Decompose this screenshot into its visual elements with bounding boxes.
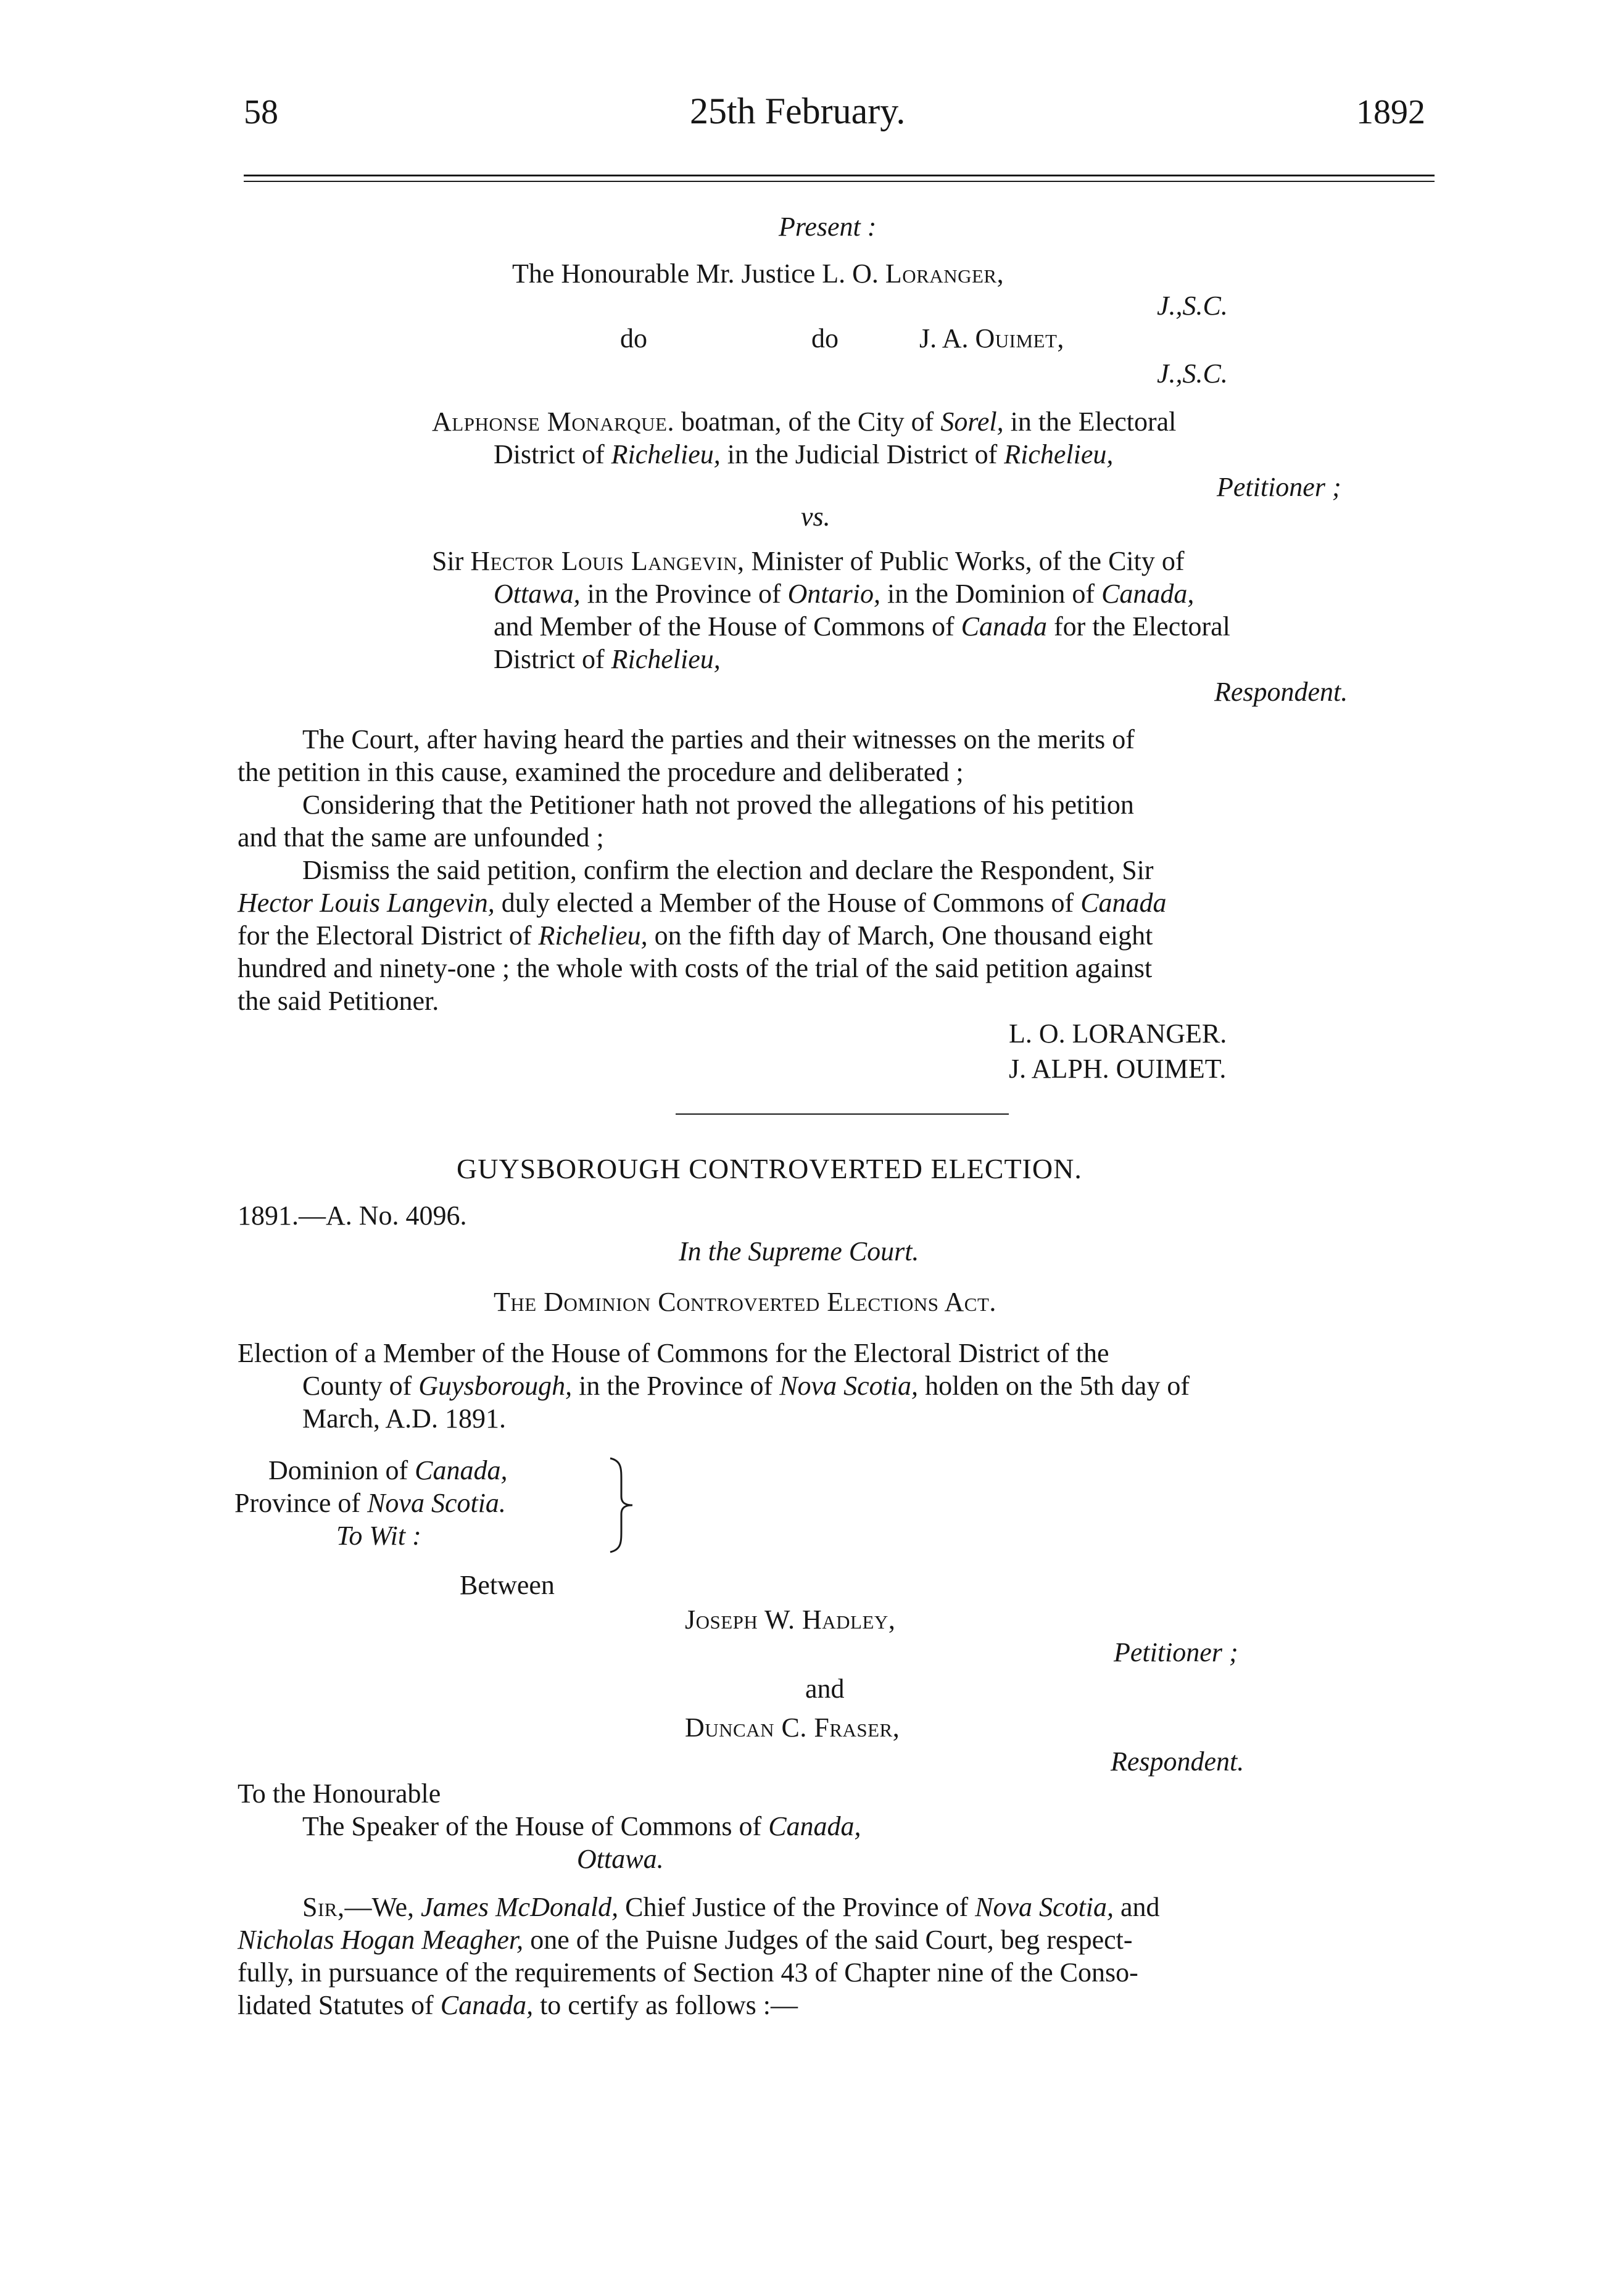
- judge-title-1: J.,S.C.: [1157, 291, 1228, 321]
- vs-label: vs.: [801, 502, 830, 532]
- page-year: 1892: [1356, 93, 1425, 131]
- judgment-p3-line-2: Hector Louis Langevin, duly elected a Member of the House of Commons of Canada: [238, 888, 1167, 918]
- judgment-p3-line-3: for the Electoral District of Richelieu, on the fifth day of March, One thousand eight: [238, 920, 1153, 951]
- petitioner-line-2: District of Richelieu, in the Judicial District of Richelieu,: [494, 439, 1114, 469]
- election-line-3: March, A.D. 1891.: [302, 1403, 506, 1434]
- judge-line-1: The Honourable Mr. Justice L. O. Loranger,: [512, 258, 1004, 289]
- page-date: 25th February.: [690, 91, 906, 131]
- judge-line-2: J. A. Ouimet,: [919, 323, 1064, 353]
- act-title: The Dominion Controverted Elections Act.: [494, 1287, 996, 1317]
- and-label: and: [805, 1674, 845, 1704]
- respondent-role: Respondent.: [1214, 677, 1348, 707]
- header-rule-bottom: [244, 181, 1435, 182]
- venue-line-1: Dominion of Canada,: [268, 1455, 508, 1485]
- judgment-p3-line-1: Dismiss the said petition, confirm the election and declare the Respondent, Sir: [302, 855, 1154, 885]
- party2-role: Respondent.: [1111, 1746, 1244, 1777]
- judge2-ditto-1: do: [620, 323, 647, 353]
- letter-line-3: fully, in pursuance of the requirements of Section 43 of Chapter nine of the Conso-: [238, 1957, 1138, 1988]
- petitioner-line-1: Alphonse Monarque. boatman, of the City of Sorel, in the Electoral: [432, 407, 1177, 437]
- party1-role: Petitioner ;: [1114, 1637, 1238, 1667]
- signature-loranger: L. O. LORANGER.: [1009, 1018, 1227, 1049]
- election-line-2: County of Guysborough, in the Province of Nova Scotia, holden on the 5th day of: [302, 1371, 1190, 1401]
- judge-name-ouimet: Ouimet,: [975, 323, 1064, 353]
- venue-line-2: Province of Nova Scotia.: [234, 1488, 506, 1518]
- address-line-2: The Speaker of the House of Commons of Canada,: [302, 1811, 861, 1841]
- respondent-line-2: Ottawa, in the Province of Ontario, in the Dominion of Canada,: [494, 579, 1195, 609]
- venue-line-3: To Wit :: [336, 1521, 421, 1551]
- section-title: GUYSBOROUGH CONTROVERTED ELECTION.: [457, 1153, 1082, 1184]
- election-line-1: Election of a Member of the House of Commons for the Electoral District of the: [238, 1338, 1109, 1368]
- respondent-name: Hector Louis Langevin,: [470, 546, 745, 576]
- signature-ouimet: J. ALPH. OUIMET.: [1009, 1054, 1227, 1084]
- venue-brace-icon: [608, 1456, 636, 1555]
- petitioner-name: Alphonse Monarque.: [432, 407, 674, 437]
- address-line-3: Ottawa.: [577, 1844, 664, 1874]
- judgment-p2-line-2: and that the same are unfounded ;: [238, 822, 604, 853]
- judgment-p1-line-1: The Court, after having heard the parties and their witnesses on the merits of: [302, 724, 1135, 754]
- judgment-p3-line-5: the said Petitioner.: [238, 986, 439, 1016]
- between-label: Between: [460, 1570, 555, 1600]
- case-number: 1891.—A. No. 4096.: [238, 1200, 467, 1231]
- respondent-line-3: and Member of the House of Commons of Canada for the Electoral: [494, 611, 1230, 642]
- judgment-p2-line-1: Considering that the Petitioner hath not proved the allegations of his petition: [302, 790, 1134, 820]
- letter-line-2: Nicholas Hogan Meagher, one of the Puisne Judges of the said Court, beg respect-: [238, 1925, 1133, 1955]
- petitioner-role: Petitioner ;: [1217, 472, 1341, 502]
- party2-name: Duncan C. Fraser,: [685, 1712, 900, 1743]
- letter-line-1: Sir,—We, James McDonald, Chief Justice of the Province of Nova Scotia, and: [302, 1892, 1160, 1922]
- judge-name-loranger: Loranger,: [885, 258, 1004, 289]
- judgment-p1-line-2: the petition in this cause, examined the procedure and deliberated ;: [238, 757, 964, 787]
- section-divider: [676, 1113, 1009, 1115]
- address-line-1: To the Honourable: [238, 1778, 441, 1809]
- party1-name: Joseph W. Hadley,: [685, 1604, 896, 1635]
- respondent-line-1: Sir Hector Louis Langevin, Minister of Public Works, of the City of: [432, 546, 1185, 576]
- header-rule-top: [244, 175, 1435, 176]
- letter-line-4: lidated Statutes of Canada, to certify as follows :—: [238, 1990, 798, 2020]
- court-name: In the Supreme Court.: [679, 1236, 919, 1266]
- judge-title-2: J.,S.C.: [1157, 358, 1228, 389]
- respondent-line-4: District of Richelieu,: [494, 644, 721, 674]
- judge2-ditto-2: do: [811, 323, 839, 353]
- page-number: 58: [244, 93, 278, 131]
- present-heading: Present :: [779, 212, 877, 242]
- judgment-p3-line-4: hundred and ninety-one ; the whole with costs of the trial of the said petition against: [238, 953, 1153, 983]
